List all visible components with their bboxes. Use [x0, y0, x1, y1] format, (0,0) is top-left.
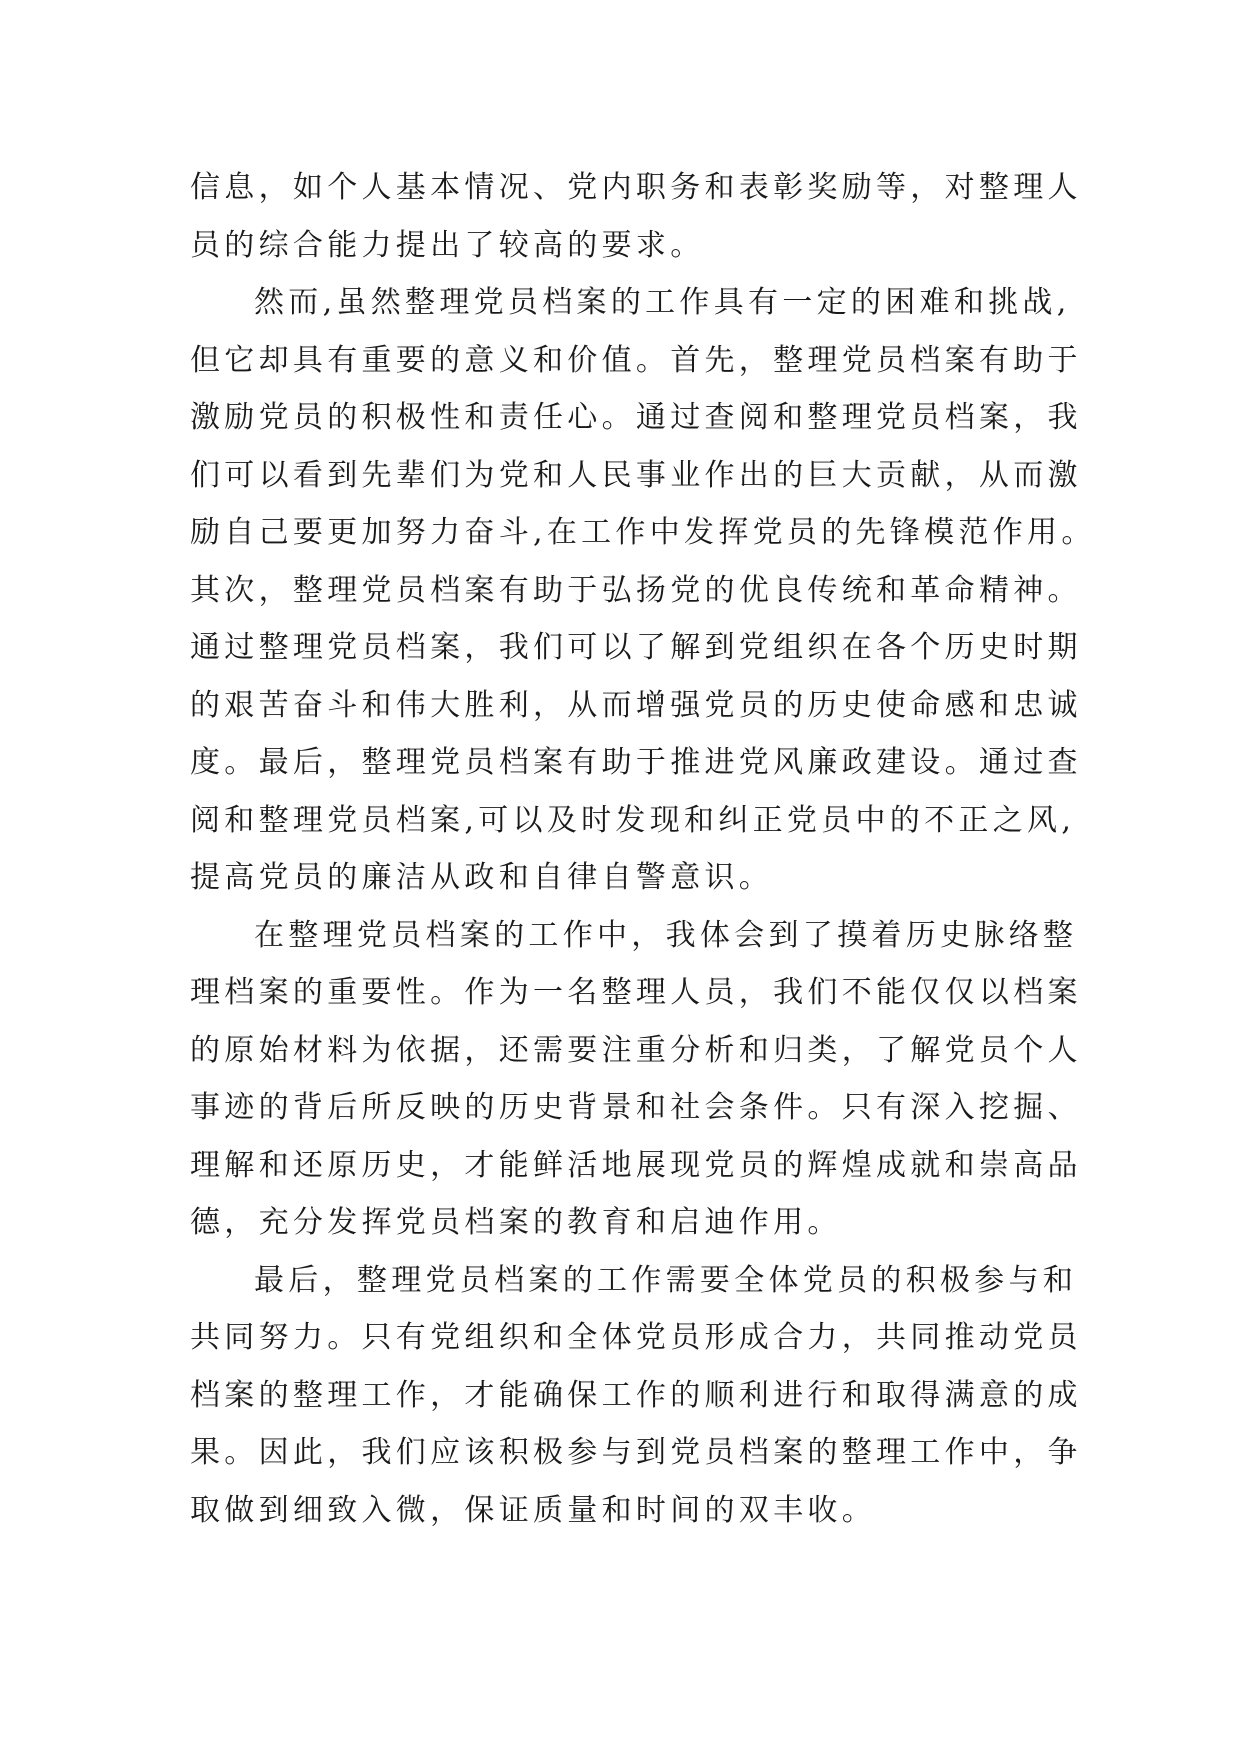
text-line: 提高党员的廉洁从政和自律自警意识。 — [190, 860, 774, 895]
text-line: 通过整理党员档案，我们可以了解到党组织在各个历史时期 — [190, 630, 1082, 665]
text-line: 但它却具有重要的意义和价值。首先，整理党员档案有助于 — [190, 342, 1082, 378]
body-text — [190, 159, 1096, 1539]
text-line: 果。因此，我们应该积极参与到党员档案的整理工作中，争 — [190, 1435, 1082, 1470]
text-line: 共同努力。只有党组织和全体党员形成合力，共同推动党员 — [190, 1320, 1082, 1355]
text-line: 励自己要更加努力奋斗,在工作中发挥党员的先锋模范作用。 — [190, 515, 1096, 550]
text-line: 最后，整理党员档案的工作需要全体党员的积极参与和 — [254, 1262, 1078, 1298]
text-line: 信息，如个人基本情况、党内职务和表彰奖励等，对整理人 — [190, 170, 1082, 205]
text-line: 事迹的背后所反映的历史背景和社会条件。只有深入挖掘、 — [190, 1090, 1082, 1125]
text-line: 其次，整理党员档案有助于弘扬党的优良传统和革命精神。 — [190, 572, 1082, 608]
text-line: 理档案的重要性。作为一名整理人员，我们不能仅仅以档案 — [190, 975, 1082, 1010]
text-line: 理解和还原历史，才能鲜活地展现党员的辉煌成就和崇高品 — [190, 1147, 1082, 1183]
text-line: 德，充分发挥党员档案的教育和启迪作用。 — [190, 1205, 842, 1240]
text-line: 的艰苦奋斗和伟大胜利，从而增强党员的历史使命感和忠诚 — [190, 687, 1082, 723]
text-line: 在整理党员档案的工作中，我体会到了摸着历史脉络整 — [254, 917, 1078, 953]
text-line: 员的综合能力提出了较高的要求。 — [190, 227, 705, 263]
text-line: 度。最后，整理党员档案有助于推进党风廉政建设。通过查 — [190, 745, 1082, 780]
text-line: 阅和整理党员档案,可以及时发现和纠正党员中的不正之风, — [190, 802, 1076, 838]
text-line: 们可以看到先辈们为党和人民事业作出的巨大贡献，从而激 — [190, 457, 1082, 493]
text-line: 取做到细致入微，保证质量和时间的双丰收。 — [190, 1492, 876, 1528]
text-line: 的原始材料为依据，还需要注重分析和归类，了解党员个人 — [190, 1032, 1082, 1068]
text-line: 档案的整理工作，才能确保工作的顺利进行和取得满意的成 — [190, 1377, 1082, 1413]
text-line: 激励党员的积极性和责任心。通过查阅和整理党员档案，我 — [190, 400, 1082, 435]
text-line: 然而,虽然整理党员档案的工作具有一定的困难和挑战, — [254, 285, 1071, 320]
